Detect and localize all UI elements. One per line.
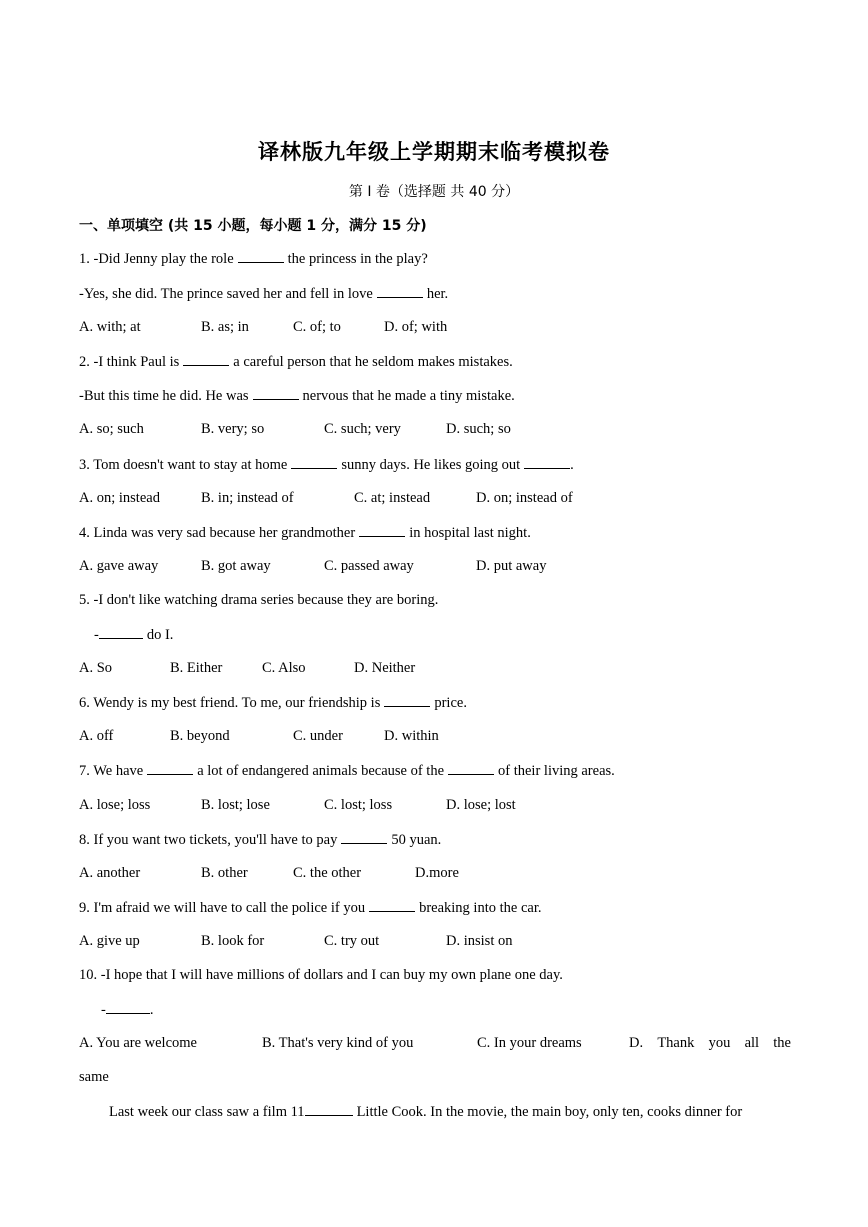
question-3-text-c: . <box>570 457 574 473</box>
answer-blank <box>384 694 430 707</box>
question-2-option-c[interactable]: C. such; very <box>324 421 401 437</box>
question-8-text-b: 50 yuan. <box>391 832 442 848</box>
question-10-option-c[interactable]: C. In your dreams <box>477 1035 582 1051</box>
answer-blank <box>448 762 494 775</box>
answer-blank <box>238 250 284 263</box>
question-5-text-b: - <box>94 627 99 643</box>
question-5-option-a[interactable]: A. So <box>79 660 113 676</box>
question-9-option-b[interactable]: B. look for <box>201 933 265 949</box>
question-7-option-a[interactable]: A. lose; loss <box>79 797 151 813</box>
question-3-option-c[interactable]: C. at; instead <box>354 490 431 506</box>
question-2-option-a[interactable]: A. so; such <box>79 421 144 437</box>
answer-blank <box>147 762 193 775</box>
question-4-stem <box>79 524 531 542</box>
question-9-text-b: breaking into the car. <box>419 900 542 916</box>
question-3-option-a[interactable]: A. on; instead <box>79 490 160 506</box>
answer-blank <box>341 831 387 844</box>
question-7-text-b: a lot of endangered animals because of the <box>197 763 445 779</box>
question-1-option-a[interactable]: A. with; at <box>79 319 141 335</box>
question-5-stem: 5. -I don't like watching drama series because they are boring. <box>79 592 439 608</box>
page-title: 译林版九年级上学期期末临考模拟卷 <box>258 140 610 164</box>
question-8-option-c[interactable]: C. the other <box>293 865 362 881</box>
answer-blank <box>99 626 143 639</box>
question-9-option-c[interactable]: C. try out <box>324 933 380 949</box>
question-6-option-a[interactable]: A. off <box>79 728 114 744</box>
question-6-option-d[interactable]: D. within <box>384 728 439 744</box>
question-2-text-d: nervous that he made a tiny mistake. <box>302 388 515 404</box>
question-5-option-c[interactable]: C. Also <box>262 660 306 676</box>
question-4-option-b[interactable]: B. got away <box>201 558 271 574</box>
question-3-stem <box>79 456 574 474</box>
question-1-stem <box>79 250 428 268</box>
question-2-text-a: 2. -I think Paul is <box>79 354 180 370</box>
question-6-text-b: price. <box>434 695 467 711</box>
question-7-stem <box>79 762 615 780</box>
question-6-stem <box>79 694 467 712</box>
question-10-option-b[interactable]: B. That's very kind of you <box>262 1035 414 1051</box>
question-10-text-c: . <box>149 1002 154 1018</box>
question-1-reply <box>79 285 448 303</box>
question-9-option-d[interactable]: D. insist on <box>446 933 513 949</box>
question-2-text-b: a careful person that he seldom makes mistakes. <box>233 354 513 370</box>
question-10-option-a[interactable]: A. You are welcome <box>79 1035 197 1051</box>
option-word: the <box>773 1035 791 1051</box>
question-8-option-a[interactable]: A. another <box>79 865 141 881</box>
question-1-text-b: the princess in the play? <box>287 251 428 267</box>
page-subtitle: 第 Ⅰ 卷（选择题 共 40 分） <box>348 184 520 200</box>
answer-blank <box>359 524 405 537</box>
question-10-reply <box>101 1001 153 1019</box>
question-5-reply <box>94 626 173 644</box>
cloze-passage-first-line <box>109 1103 742 1121</box>
option-word: you <box>708 1035 731 1051</box>
question-10-text-b: - <box>101 1002 106 1018</box>
answer-blank <box>291 456 337 469</box>
question-1-option-c[interactable]: C. of; to <box>293 319 341 335</box>
question-9-text-a: 9. I'm afraid we will have to call the police if you <box>79 900 366 916</box>
question-7-option-c[interactable]: C. lost; loss <box>324 797 393 813</box>
question-1-text-a: 1. -Did Jenny play the role <box>79 251 234 267</box>
question-10-option-d-continued: same <box>79 1069 109 1085</box>
question-10-option-d[interactable] <box>629 1035 791 1052</box>
answer-blank <box>305 1103 353 1116</box>
question-6-option-c[interactable]: C. under <box>293 728 343 744</box>
question-9-stem <box>79 899 541 917</box>
question-3-option-d[interactable]: D. on; instead of <box>476 490 573 506</box>
question-2-reply <box>79 387 515 405</box>
option-word: D. <box>629 1035 644 1051</box>
question-5-text-c: do I. <box>146 627 174 643</box>
question-5-option-b[interactable]: B. Either <box>170 660 223 676</box>
question-5-option-d[interactable]: D. Neither <box>354 660 416 676</box>
question-6-text-a: 6. Wendy is my best friend. To me, our friendship is <box>79 695 381 711</box>
option-word: all <box>744 1035 760 1051</box>
answer-blank <box>377 285 423 298</box>
question-8-option-b[interactable]: B. other <box>201 865 248 881</box>
question-8-stem <box>79 831 441 849</box>
question-7-option-b[interactable]: B. lost; lose <box>201 797 270 813</box>
question-9-option-a[interactable]: A. give up <box>79 933 140 949</box>
question-2-stem <box>79 353 513 371</box>
passage-text-a: Last week our class saw a film 11 <box>109 1104 305 1120</box>
question-7-text-c: of their living areas. <box>498 763 615 779</box>
answer-blank <box>369 899 415 912</box>
question-4-option-a[interactable]: A. gave away <box>79 558 159 574</box>
question-1-option-b[interactable]: B. as; in <box>201 319 249 335</box>
question-7-text-a: 7. We have <box>79 763 144 779</box>
option-word: Thank <box>657 1035 695 1051</box>
question-7-option-d[interactable]: D. lose; lost <box>446 797 516 813</box>
question-10-stem: 10. -I hope that I will have millions of dollars and I can buy my own plane one day. <box>79 967 563 983</box>
question-8-option-d[interactable]: D.more <box>415 865 459 881</box>
answer-blank <box>183 353 229 366</box>
passage-text-b: Little Cook. In the movie, the main boy, only ten, cooks dinner for <box>356 1104 743 1120</box>
question-3-text-a: 3. Tom doesn't want to stay at home <box>79 457 288 473</box>
question-2-text-c: -But this time he did. He was <box>79 388 249 404</box>
question-4-text-a: 4. Linda was very sad because her grandmother <box>79 525 356 541</box>
question-8-text-a: 8. If you want two tickets, you'll have to pay <box>79 832 338 848</box>
answer-blank <box>524 456 570 469</box>
answer-blank <box>253 387 299 400</box>
question-6-option-b[interactable]: B. beyond <box>170 728 230 744</box>
question-1-option-d[interactable]: D. of; with <box>384 319 448 335</box>
question-3-option-b[interactable]: B. in; instead of <box>201 490 294 506</box>
question-2-option-d[interactable]: D. such; so <box>446 421 511 437</box>
question-1-text-c: -Yes, she did. The prince saved her and fell in love <box>79 286 373 302</box>
question-1-text-d: her. <box>426 286 449 302</box>
section-heading: 一、单项填空 (共 15 小题，每小题 1 分，满分 15 分) <box>79 218 427 234</box>
question-4-option-d[interactable]: D. put away <box>476 558 547 574</box>
question-3-text-b: sunny days. He likes going out <box>341 457 521 473</box>
question-4-text-b: in hospital last night. <box>409 525 531 541</box>
question-2-option-b[interactable]: B. very; so <box>201 421 265 437</box>
question-4-option-c[interactable]: C. passed away <box>324 558 414 574</box>
answer-blank <box>106 1001 150 1014</box>
